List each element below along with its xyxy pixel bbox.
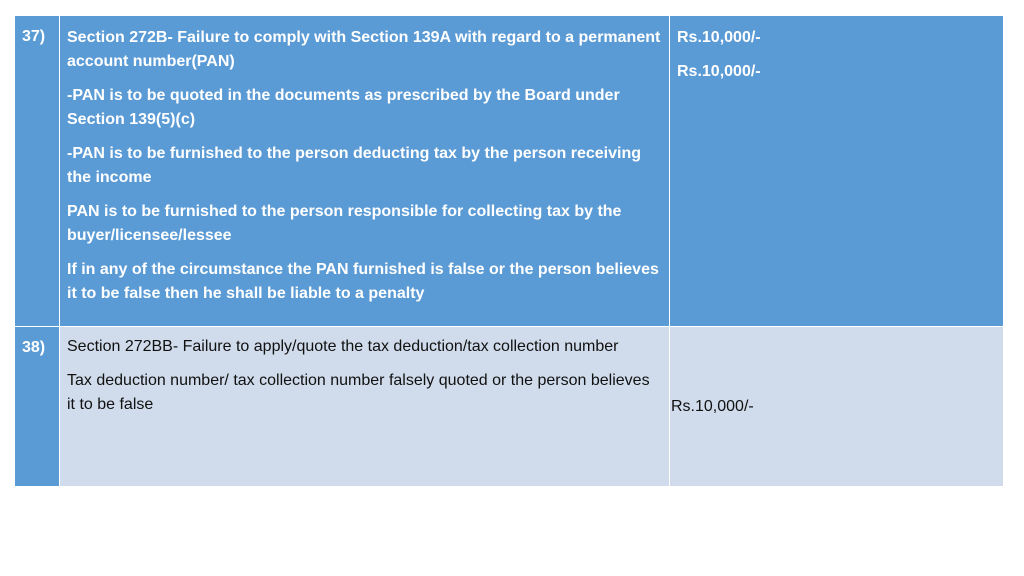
row-number: 37) <box>15 16 60 327</box>
row-description <box>60 16 670 327</box>
description-paragraph: PAN is to be furnished to the person responsible for collecting tax by the buyer/licensee/lessee <box>67 203 622 244</box>
row-penalty <box>670 327 1004 487</box>
description-paragraph: Section 272BB- Failure to apply/quote the tax deduction/tax collection number <box>67 338 619 355</box>
description-paragraph: -PAN is to be quoted in the documents as prescribed by the Board under Section 139(5)(c) <box>67 87 620 128</box>
penalty-amount: Rs.10,000/- <box>677 63 761 80</box>
penalty-amount: Rs.10,000/- <box>671 397 754 415</box>
row-number: 38) <box>15 327 60 487</box>
row-penalty <box>670 16 1004 327</box>
penalty-table <box>14 15 1004 487</box>
table-row <box>15 16 1004 327</box>
table-row <box>15 327 1004 487</box>
row-description <box>60 327 670 487</box>
description-paragraph: -PAN is to be furnished to the person deducting tax by the person receiving the income <box>67 145 641 186</box>
penalty-amount: Rs.10,000/- <box>677 29 761 46</box>
description-paragraph: Tax deduction number/ tax collection number falsely quoted or the person believes it to be false <box>67 372 650 413</box>
description-paragraph: Section 272B- Failure to comply with Section 139A with regard to a permanent account number(PAN) <box>67 29 661 70</box>
description-paragraph: If in any of the circumstance the PAN furnished is false or the person believes it to be false then he shall be liable to a penalty <box>67 261 659 302</box>
